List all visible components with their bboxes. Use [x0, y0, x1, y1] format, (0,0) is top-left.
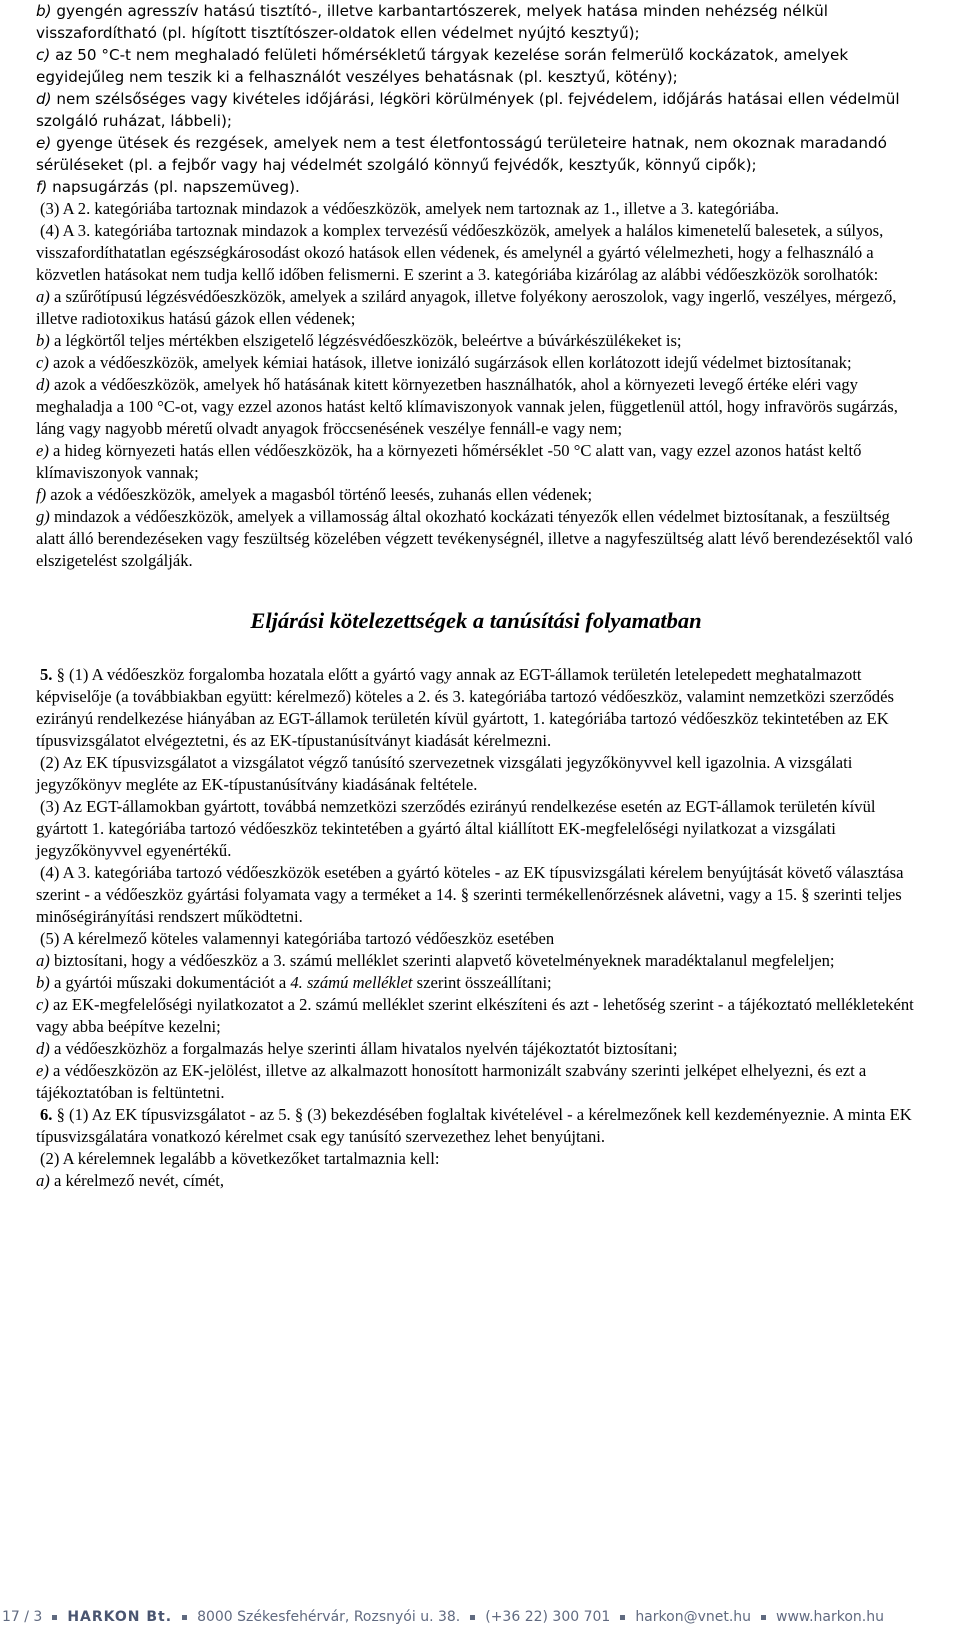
list-item [36, 132, 916, 176]
item-text-tail: szerint összeállítani; [412, 973, 552, 992]
item-text: mindazok a védőeszközök, amelyek a villamosság által okozható kockázati tényezők ellen védelmet biztosítanak, a feszültség alatt álló berendezéseken vagy feszültség közelében végzett tevékenységnél, illetve a nagyfeszültség alatt lévő berendezésektől való elszigetelést szolgálják. [36, 507, 913, 570]
item-text: a védőeszközön az EK-jelölést, illetve az alkalmazott honosított harmonizált szabvány szerinti jelképet elhelyezni, és ezt a tájékoztatóban is feltüntetni. [36, 1061, 867, 1102]
item-text: gyengén agresszív hatású tisztító-, illetve karbantartószerek, melyek hatása minden nehézség nélkül visszafordítható (pl. hígított tisztítószer-oldatok ellen védelmet nyújtó kesztyű); [36, 2, 829, 42]
paragraph-5-2: (2) Az EK típusvizsgálatot a vizsgálatot végző tanúsító szervezetnek vizsgálati jegyzőkönyvvel kell igazolnia. A vizsgálati jegyzőkönyv megléte az EK-típustanúsítvány kiadásának feltétele. [36, 753, 853, 794]
list-item [36, 506, 916, 572]
item-label: c) [36, 995, 49, 1014]
paragraph-cat3: (4) A 3. kategóriába tartoznak mindazok a komplex tervezésű védőeszközök, amelyek a halálos kimenetelű balesetek, a súlyos, visszafordíthatatlan egészségkárosodást okozó hatások ellen védenek, és amelynél a gyártó vélelmezheti, hogy a felhasználó a közvetlen hatásokat nem tudja kellő időben felismerni. E szerint a 3. kategóriába kizárólag az alábbi védőeszközök sorolhatók: [36, 221, 884, 284]
separator-square-icon [52, 1615, 57, 1620]
item-text: azok a védőeszközök, amelyek a magasból történő leesés, zuhanás ellen védenek; [46, 485, 593, 504]
footer-address: 8000 Székesfehérvár, Rozsnyói u. 38. [197, 1609, 461, 1625]
item-text: a hideg környezeti hatás ellen védőeszközök, ha a környezeti hőmérséklet -50 °C alatt van, vagy ezzel azonos hatást keltő klímaviszonyok vannak; [36, 441, 862, 482]
section-5 [36, 664, 916, 1104]
item-label: d) [36, 375, 50, 394]
list-item [36, 1038, 916, 1060]
item-label: b) [36, 973, 50, 992]
list-item [36, 994, 916, 1038]
item-text: biztosítani, hogy a védőeszköz a 3. számú melléklet szerinti alapvető követelményeknek maradéktalanul megfeleljen; [49, 951, 835, 970]
item-text: gyenge ütések és rezgések, amelyek nem a test életfontosságú területeire hatnak, nem okoznak maradandó sérüléseket (pl. a fejbőr vagy haj védelmét szolgáló könnyű fejvédők, kesztyűk, könnyű cipők); [36, 134, 887, 174]
item-label: b) [36, 2, 52, 20]
section-heading: Eljárási kötelezettségek a tanúsítási folyamatban [250, 608, 702, 633]
paragraph-6-2: (2) A kérelemnek legalább a következőket tartalmaznia kell: [40, 1149, 440, 1168]
section-number: 6. [40, 1105, 53, 1124]
page-number: 17 / 3 [2, 1609, 43, 1625]
paragraph-5-3: (3) Az EGT-államokban gyártott, továbbá nemzetközi szerződés ezirányú rendelkezése esetén az EGT-államok területén kívül gyártott 1. kategóriába tartozó védőeszköz tekintetében a gyártó által kiállított EK-megfelelőségi nyilatkozat a vizsgálati jegyzőkönyvvel egyenértékű. [36, 797, 876, 860]
item-text: azok a védőeszközök, amelyek kémiai hatások, illetve ionizáló sugárzások ellen korlátozott idejű védelmet biztosítanak; [48, 353, 852, 372]
footer-phone: (+36 22) 300 701 [485, 1609, 611, 1625]
item-label: b) [36, 331, 50, 350]
page-footer [0, 1602, 960, 1632]
separator-square-icon [761, 1615, 766, 1620]
item-text: nem szélsőséges vagy kivételes időjárási, légköri körülmények (pl. fejvédelem, időjárás hatásai ellen védelmül szolgáló ruházat, lábbeli); [36, 90, 900, 130]
item-label: e) [36, 441, 49, 460]
separator-square-icon [620, 1615, 625, 1620]
category-1-list [36, 0, 916, 198]
list-item [36, 1170, 916, 1192]
list-item [36, 352, 916, 374]
item-text: azok a védőeszközök, amelyek hő hatásának kitett környezetben használhatók, ahol a környezeti levegő értéke eléri vagy meghaladja a 100 °C-ot, vagy ezzel azonos hatást keltő klímaviszonyok vannak jelen, függetlenül attól, hogy infravörös sugárzás, láng vagy nagyobb méretű olvadt anyagok fröccsenésének veszélye fennáll-e vagy nem; [36, 375, 898, 438]
section-symbol: § [52, 1105, 70, 1124]
item-label: g) [36, 507, 50, 526]
item-label: f) [36, 485, 47, 504]
paragraph-text: (1) A védőeszköz forgalomba hozatala előtt a gyártó vagy annak az EGT-államok területén letelepedett meghatalmazott képviselője (a továbbiakban együtt: kérelmező) köteles a 2. és 3. kategóriába tartozó védőeszköz, valamint nemzetközi szerződés ezirányú rendelkezése hiányában az EGT-államok területén kívül gyártott, 1. kategóriába tartozó védőeszköz tekintetében az EK típusvizsgálatot elvégeztetni, és az EK-típustanúsítványt kiadását kérelmezni. [36, 665, 894, 750]
list-item [36, 950, 916, 972]
section-number: 5. [40, 665, 53, 684]
list-item [36, 286, 916, 330]
list-item [36, 44, 916, 88]
item-label: f) [36, 178, 48, 196]
footer-email-link[interactable]: harkon@vnet.hu [635, 1609, 752, 1625]
list-item [36, 972, 916, 994]
item-label: c) [36, 353, 49, 372]
paragraph-5-5: (5) A kérelmező köteles valamennyi kategóriába tartozó védőeszköz esetében [40, 929, 555, 948]
item-label: d) [36, 1039, 50, 1058]
section-6 [36, 1104, 916, 1192]
separator-square-icon [470, 1615, 475, 1620]
list-item [36, 88, 916, 132]
item-italic-ref: 4. számú melléklet [290, 973, 413, 992]
item-label: a) [36, 287, 50, 306]
brand-logo: HARKON Bt. [67, 1609, 173, 1625]
paragraph-6-1 [36, 1104, 916, 1148]
paragraph-5-1 [36, 664, 916, 752]
item-text: az EK-megfelelőségi nyilatkozatot a 2. számú melléklet szerint elkészíteni és azt - lehetőség szerint - a tájékoztató mellékleteként vagy abba beépítve kezelni; [36, 995, 914, 1036]
item-label: e) [36, 1061, 49, 1080]
category-3-list [36, 286, 916, 572]
footer-web-link[interactable]: www.harkon.hu [776, 1609, 884, 1625]
item-label: e) [36, 134, 52, 152]
item-text: napsugárzás (pl. napszemüveg). [47, 178, 300, 196]
list-item [36, 1060, 916, 1104]
item-label: a) [36, 951, 50, 970]
item-text: a védőeszközhöz a forgalmazás helye szerinti állam hivatalos nyelvén tájékoztatót biztosítani; [49, 1039, 678, 1058]
item-label: d) [36, 90, 52, 108]
document-page [36, 0, 916, 1192]
list-item [36, 176, 916, 198]
list-item [36, 484, 916, 506]
separator-square-icon [182, 1615, 187, 1620]
paragraph-5-4: (4) A 3. kategóriába tartozó védőeszközök esetében a gyártó köteles - az EK típusvizsgálati kérelem benyújtását követő választása szerint - a védőeszköz gyártási folyamata vagy a terméket a 14. § szerinti termékellenőrzésnek alávetni, vagy a 15. § szerinti teljes minőségirányítási rendszert működtetni. [36, 863, 904, 926]
item-text: a kérelmező nevét, címét, [49, 1171, 224, 1190]
item-text: a gyártói műszaki dokumentációt a [49, 973, 291, 992]
item-text: a szűrőtípusú légzésvédőeszközök, amelyek a szilárd anyagok, illetve folyékony aeroszolok, vagy ingerlő, veszélyes, mérgező, illetve radiotoxikus hatású gázok ellen védenek; [36, 287, 897, 328]
item-label: c) [36, 46, 51, 64]
list-item [36, 330, 916, 352]
paragraph-text: (1) Az EK típusvizsgálatot - az 5. § (3) bekezdésében foglaltak kivételével - a kérelmezőnek kell kezdeményeznie. A minta EK típusvizsgálatára vonatkozó kérelmet csak egy tanúsító szervezethez lehet benyújtani. [36, 1105, 912, 1146]
list-item [36, 0, 916, 44]
item-text: az 50 °C-t nem meghaladó felületi hőmérsékletű tárgyak kezelése során felmerülő kockázatok, amelyek egyidejűleg nem teszik ki a felhasználót veszélyes behatásnak (pl. kesztyű, kötény); [36, 46, 849, 86]
item-label: a) [36, 1171, 50, 1190]
section-symbol: § [52, 665, 70, 684]
list-item [36, 440, 916, 484]
item-text: a légkörtől teljes mértékben elszigetelő légzésvédőeszközök, beleértve a búvárkészülékeket is; [49, 331, 682, 350]
list-item [36, 374, 916, 440]
paragraph-cat2: (3) A 2. kategóriába tartoznak mindazok a védőeszközök, amelyek nem tartoznak az 1., illetve a 3. kategóriába. [40, 199, 780, 218]
